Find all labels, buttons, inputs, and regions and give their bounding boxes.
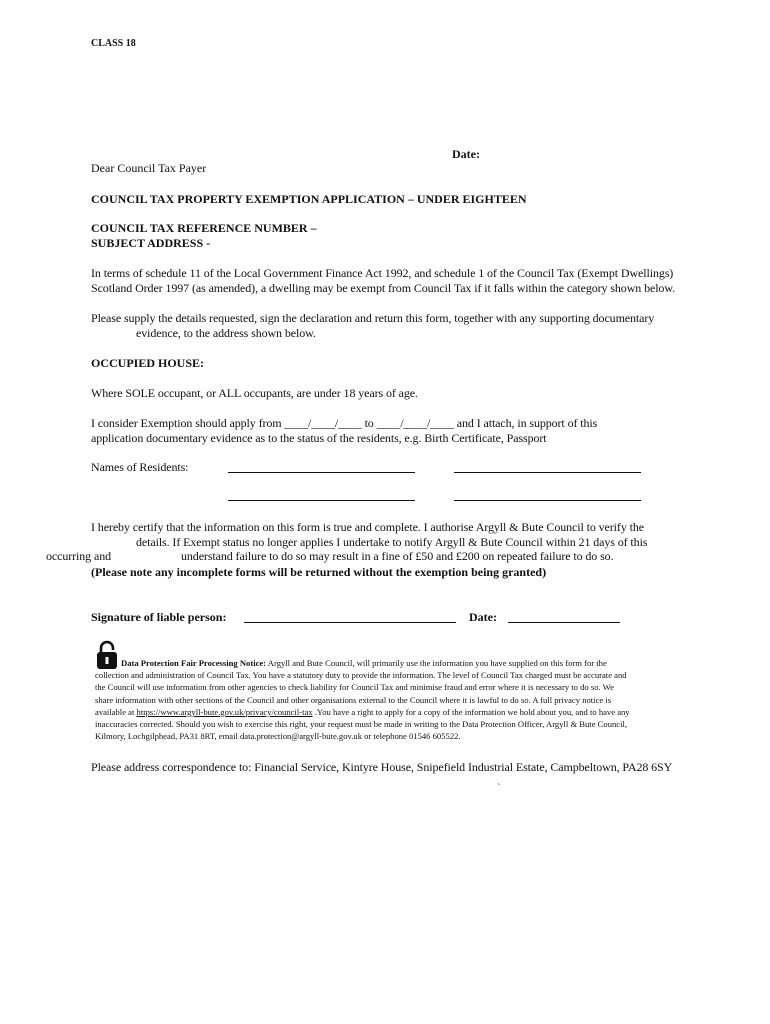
data-protection-line-1: Argyll and Bute Council, will primarily use the information you have supplied on this form for the — [266, 658, 607, 668]
occupied-heading: OCCUPIED HOUSE: — [91, 356, 205, 370]
data-protection-row-5 — [95, 706, 725, 718]
data-protection-heading: Data Protection Fair Processing Notice: — [121, 658, 267, 668]
resident-name-field-2[interactable] — [454, 472, 641, 473]
declaration-line-3a: occurring and — [46, 549, 112, 563]
resident-name-field-4[interactable] — [454, 500, 641, 501]
privacy-notice-link[interactable]: https://www.argyll-bute.gov.uk/privacy/council-tax — [136, 706, 313, 717]
signature-date-field[interactable] — [508, 622, 620, 623]
resident-name-field-1[interactable] — [228, 472, 415, 473]
subject-address-label: SUBJECT ADDRESS - — [91, 236, 211, 250]
data-protection-row-1 — [95, 657, 725, 669]
instructions-line-1: Please supply the details requested, sign the declaration and return this form, together with any supporting documentary — [91, 311, 655, 325]
declaration-line-1: I hereby certify that the information on this form is true and complete. I authorise Argyll & Bute Council to verify the — [91, 520, 644, 534]
data-protection-line-4: share information with other sections of the Council and other organisations external to the Council where it is lawful to do so. A full privacy notice is — [95, 694, 612, 705]
declaration-line-2: details. If Exempt status no longer applies I undertake to notify Argyll & Bute Council within 21 days of this — [136, 535, 648, 549]
reference-number-label: COUNCIL TAX REFERENCE NUMBER – — [91, 221, 317, 235]
data-protection-line-5a: available at — [95, 706, 137, 717]
occupied-text: Where SOLE occupant, or ALL occupants, are under 18 years of age. — [91, 386, 418, 400]
exemption-period-line: I consider Exemption should apply from ____/____/____ to ____/____/____ and I attach, in support of this — [91, 416, 598, 430]
data-protection-line-7: Kilmory, Lochgilphead, PA31 8RT, email data.protection@argyll-bute.gov.uk or telephone 01546 605522. — [95, 731, 461, 742]
stray-mark: ` — [497, 783, 501, 794]
signature-field[interactable] — [244, 622, 456, 623]
date-label: Date: — [452, 147, 480, 161]
instructions-line-2: evidence, to the address shown below. — [136, 326, 316, 340]
intro-line-2: Scotland Order 1997 (as amended), a dwelling may be exempt from Council Tax if it falls within the category shown below. — [91, 281, 676, 295]
intro-line-1: In terms of schedule 11 of the Local Government Finance Act 1992, and schedule 1 of the Council Tax (Exempt Dwellings) — [91, 266, 674, 280]
data-protection-notice — [95, 657, 725, 742]
data-protection-line-2: collection and administration of Council Tax. You have a statutory duty to provide the information. The level of Council Tax charged must be accurate and — [95, 670, 627, 681]
data-protection-line-5b: .You have a right to apply for a copy of the information we hold about you, and to have any — [312, 706, 630, 717]
footer-address: Please address correspondence to: Financial Service, Kintyre House, Snipefield Industrial Estate, Campbeltown, PA28 6SY — [91, 760, 673, 774]
salutation: Dear Council Tax Payer — [91, 161, 207, 175]
declaration-line-3b: understand failure to do so may result in a fine of £50 and £200 on repeated failure to do so. — [181, 549, 614, 563]
signature-date-label: Date: — [469, 610, 497, 624]
data-protection-line-6: inaccuracies corrected. Should you wish to exercise this right, your request must be made in writing to the Data Protection Officer, Argyll & Bute Council, — [95, 719, 628, 730]
resident-name-field-3[interactable] — [228, 500, 415, 501]
signature-label: Signature of liable person: — [91, 610, 227, 624]
form-title: COUNCIL TAX PROPERTY EXEMPTION APPLICATION – UNDER EIGHTEEN — [91, 192, 527, 206]
incomplete-forms-note: (Please note any incomplete forms will be returned without the exemption being granted) — [91, 565, 547, 579]
data-protection-line-3: the Council will use information from other agencies to check liability for Council Tax and minimise fraud and error where it is necessary to do so. We — [95, 682, 614, 693]
residents-label: Names of Residents: — [91, 460, 189, 474]
exemption-evidence-line: application documentary evidence as to the status of the residents, e.g. Birth Certificate, Passport — [91, 431, 547, 445]
class-label: CLASS 18 — [91, 38, 136, 49]
